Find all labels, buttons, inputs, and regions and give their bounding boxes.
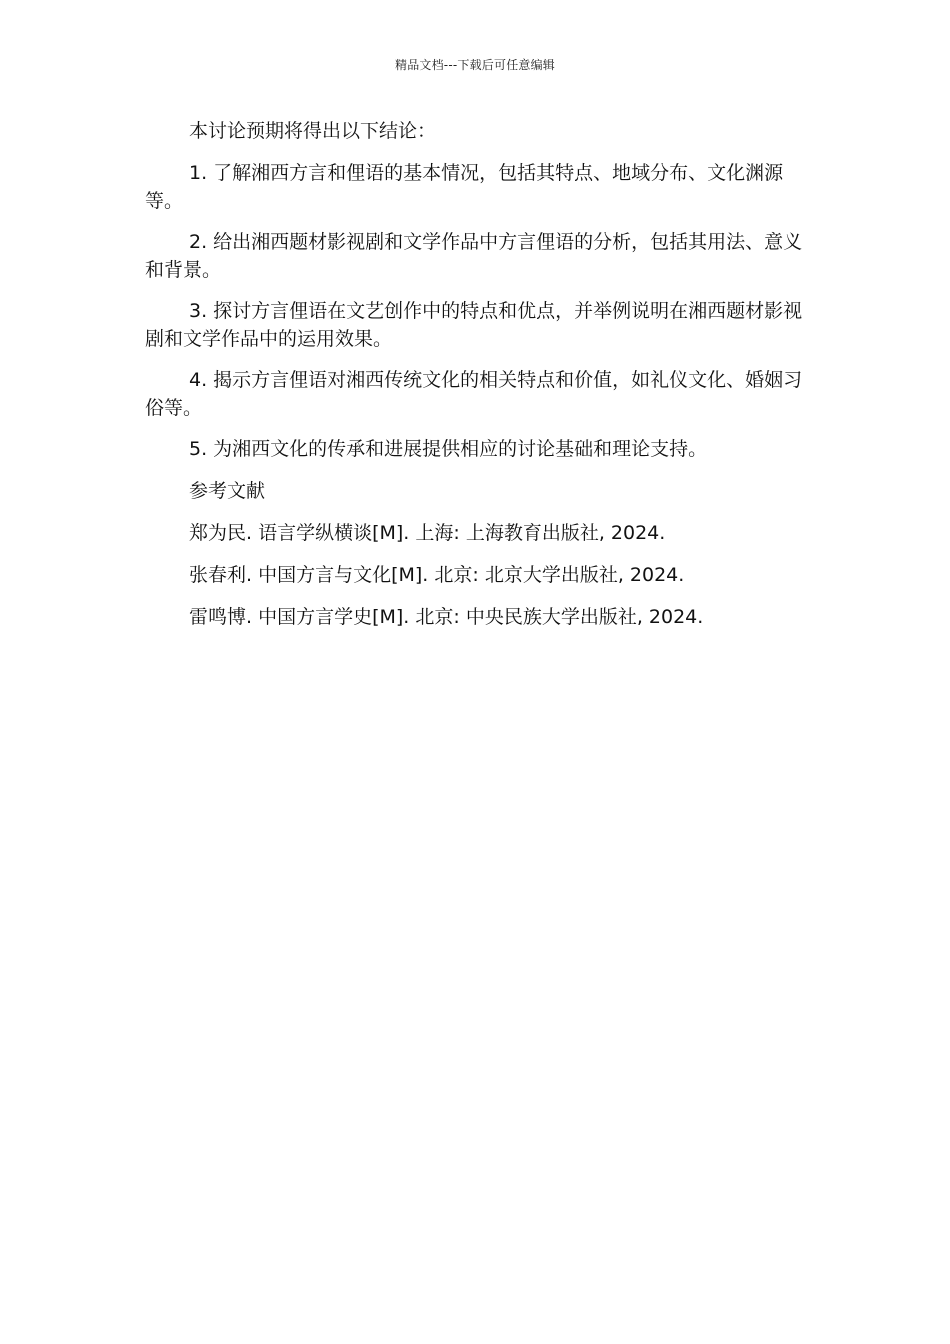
conclusion-item: 1. 了解湘西方言和俚语的基本情况，包括其特点、地域分布、文化渊源等。 xyxy=(145,162,784,212)
conclusion-item: 4. 揭示方言俚语对湘西传统文化的相关特点和价值，如礼仪文化、婚姻习俗等。 xyxy=(145,369,803,419)
conclusion-item: 5. 为湘西文化的传承和进展提供相应的讨论基础和理论支持。 xyxy=(189,438,708,460)
conclusion-item: 3. 探讨方言俚语在文艺创作中的特点和优点，并举例说明在湘西题材影视剧和文学作品中的运用效果。 xyxy=(145,300,803,350)
conclusion-item: 2. 给出湘西题材影视剧和文学作品中方言俚语的分析，包括其用法、意义和背景。 xyxy=(145,231,803,281)
document-body xyxy=(145,117,810,645)
intro-paragraph: 本讨论预期将得出以下结论： xyxy=(189,120,437,142)
page-header: 精品文档---下载后可任意编辑 xyxy=(395,58,555,72)
reference-item: 雷鸣博. 中国方言学史[M]. 北京: 中央民族大学出版社, 2024. xyxy=(189,606,704,628)
reference-item: 张春利. 中国方言与文化[M]. 北京: 北京大学出版社, 2024. xyxy=(189,564,685,586)
reference-item: 郑为民. 语言学纵横谈[M]. 上海: 上海教育出版社, 2024. xyxy=(189,522,666,544)
references-heading: 参考文献 xyxy=(189,480,266,502)
